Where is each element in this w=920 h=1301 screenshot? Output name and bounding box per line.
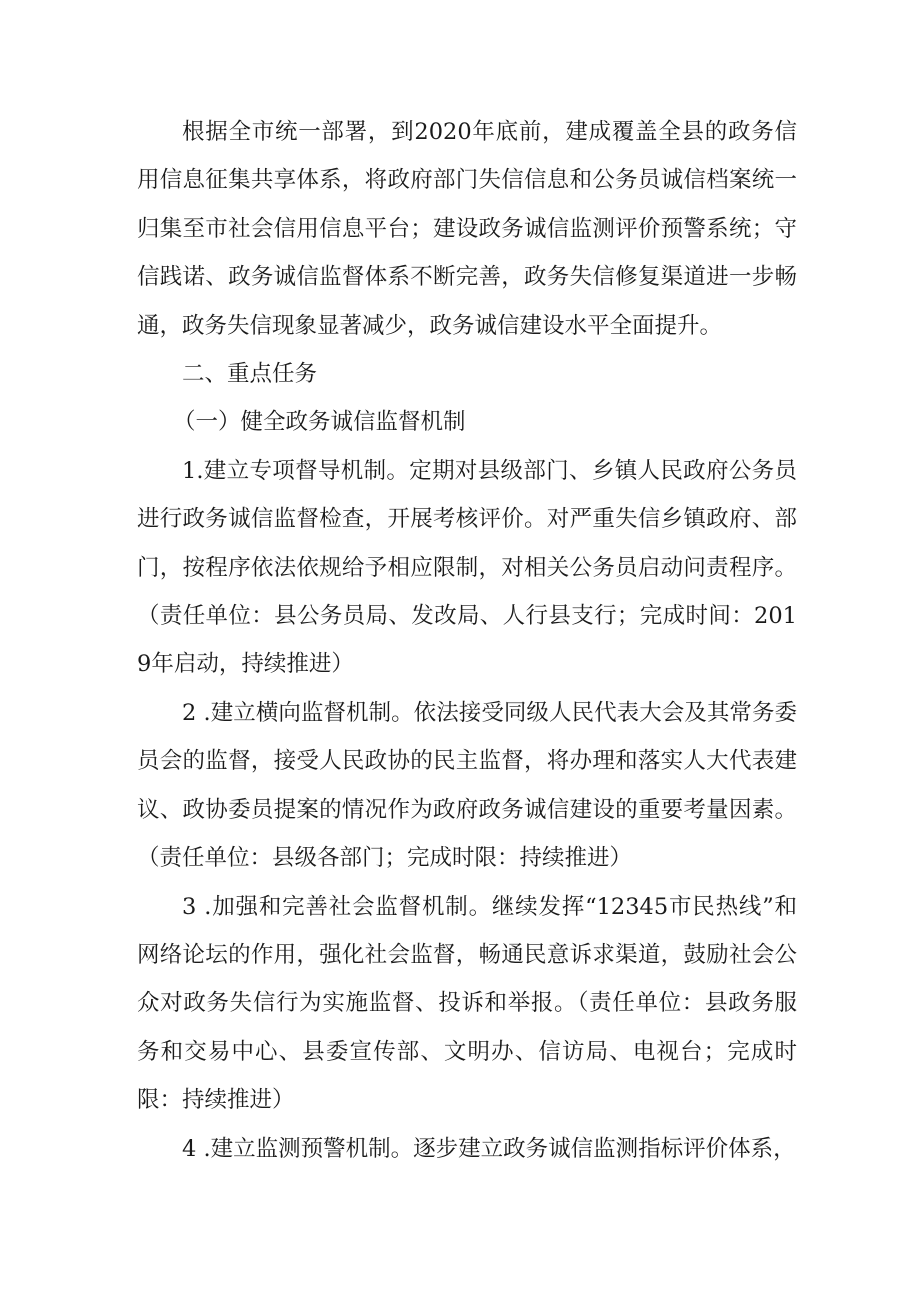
paragraph-item-4: 4 .建立监测预警机制。逐步建立政务诚信监测指标评价体系， <box>182 1135 796 1162</box>
paragraph-item-3: 3 .加强和完善社会监督机制。继续发挥“12345市民热线”和网络论坛的作用，强化社会监督，畅通民意诉求渠道，鼓励社会公众对政务失信行为实施监督、投诉和举报。（责任单位：县政务服务和交易中心、县委宣传部、文明办、信访局、电视台；完成时限：持续推进） <box>137 893 797 1114</box>
paragraph-goals: 根据全市统一部署，到2020年底前，建成覆盖全县的政务信用信息征集共享体系，将政府部门失信信息和公务员诚信档案统一归集至市社会信用信息平台；建设政务诚信监测评价预警系统；守信践诺、政务诚信监督体系不断完善，政务失信修复渠道进一步畅通，政务失信现象显著减少，政务诚信建设水平全面提升。 <box>137 119 797 339</box>
document-page <box>137 108 797 1173</box>
paragraph-item-2: 2 .建立横向监督机制。依法接受同级人民代表大会及其常务委员会的监督，接受人民政协的民主监督，将办理和落实人大代表建议、政协委员提案的情况作为政府政务诚信建设的重要考量因素。（责任单位：县级各部门；完成时限：持续推进） <box>137 699 797 872</box>
paragraph-item-1: 1.建立专项督导机制。定期对县级部门、乡镇人民政府公务员进行政务诚信监督检查，开展考核评价。对严重失信乡镇政府、部门，按程序依法依规给予相应限制，对相关公务员启动问责程序。（责任单位：县公务员局、发改局、人行县支行；完成时间：2019年启动，持续推进） <box>137 457 797 678</box>
subsection-heading-supervision: （一）健全政务诚信监督机制 <box>173 409 466 436</box>
section-heading-key-tasks: 二、重点任务 <box>182 361 318 388</box>
